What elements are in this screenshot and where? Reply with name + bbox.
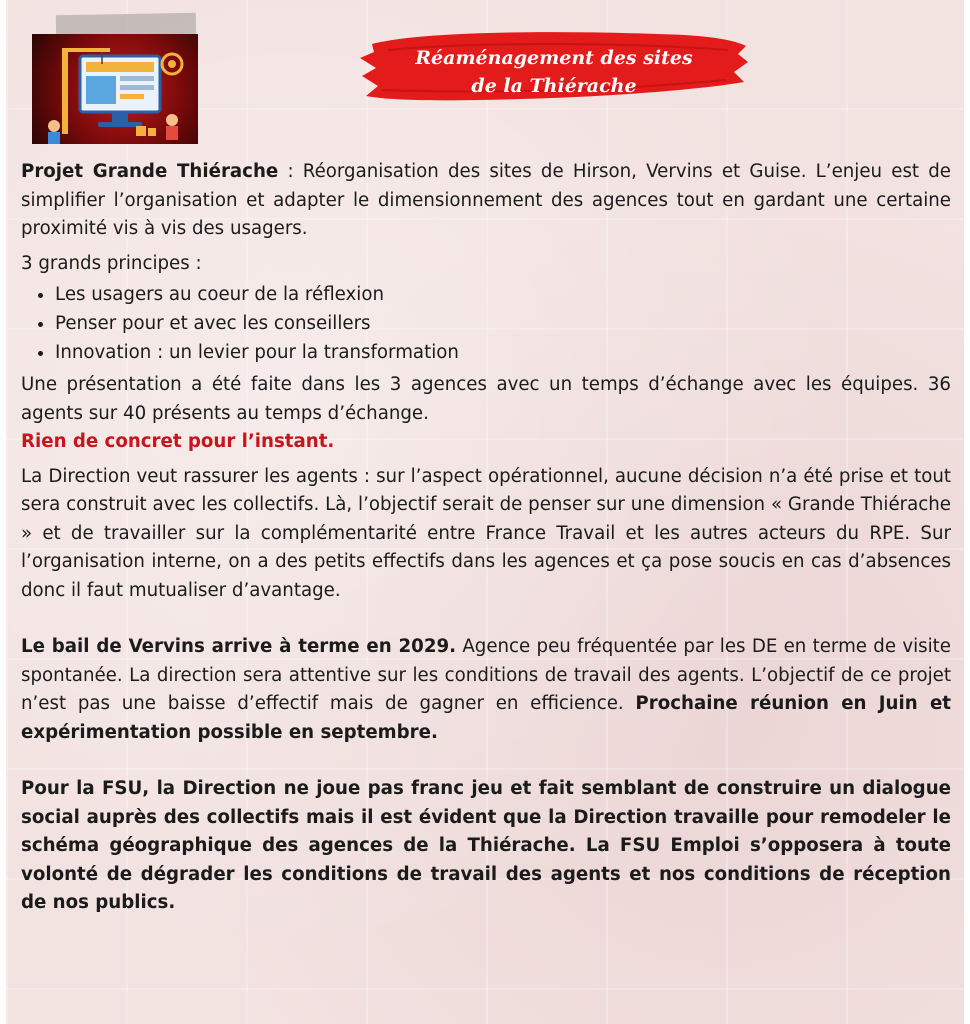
project-title: Projet Grande Thiérache: [21, 161, 279, 182]
intro-paragraph: [21, 158, 951, 244]
title-banner: [358, 24, 750, 108]
principle-item: • Innovation : un levier pour la transformation: [55, 338, 951, 367]
illustration-graphic: [32, 34, 198, 144]
spacer: [21, 605, 951, 633]
intro-text: : Réorganisation des sites de Hirson, Vervins et Guise. L’enjeu est de simplifier l’organisation et adapter le dimensionnement des agences tout en gardant une certaine proximité vis à vis des usagers.: [21, 161, 951, 239]
fsu-position-paragraph: Pour la FSU, la Direction ne joue pas franc jeu et fait semblant de construire un dialogue social auprès des collectifs mais il est évident que la Direction travaille pour remodeler le schéma géographique des agences de la Thiérache. La FSU Emploi s’opposera à toute volonté de dégrader les conditions de travail des agents et nos conditions de réception de nos publics.: [21, 778, 951, 913]
vervins-next-meeting: Prochaine réunion en Juin et expérimentation possible en septembre.: [21, 693, 951, 743]
vervins-paragraph: [21, 633, 951, 747]
principles-list: [21, 280, 951, 367]
vervins-lead: Le bail de Vervins arrive à terme en 2029.: [21, 636, 457, 657]
banner-line-2: de la Thiérache: [471, 75, 637, 97]
article-body: [21, 158, 951, 918]
principle-item: • Penser pour et avec les conseillers: [55, 309, 951, 338]
principle-item: • Les usagers au coeur de la réflexion: [55, 280, 951, 309]
direction-paragraph: La Direction veut rassurer les agents : sur l’aspect opérationnel, aucune décision n’a été prise et tout sera construit avec les collectifs. Là, l’objectif serait de penser sur une dimension « Grande Thiérache » et de travailler sur la complémentarité entre France Travail et les autres acteurs du RPE. Sur l’organisation interne, on a des petits effectifs dans les agences et ça pose soucis en cas d’absences donc il faut mutualiser d’avantage.: [21, 465, 951, 601]
vervins-text: Agence peu fréquentée par les DE en terme de visite spontanée. La direction sera attentive sur les conditions de travail des agents. L’objectif de ce projet n’est pas une baisse d’effectif mais de gagner en efficience.: [21, 636, 951, 714]
spacer: [21, 747, 951, 775]
banner-line-1: Réaménagement des sites: [415, 47, 693, 69]
alert-line: Rien de concret pour l’instant.: [21, 431, 335, 452]
website-construction-illustration: [32, 34, 198, 144]
presentation-paragraph: Une présentation a été faite dans les 3 agences avec un temps d’échange avec les équipes. 36 agents sur 40 présents au temps d’échange.: [21, 374, 951, 424]
principles-heading: 3 grands principes :: [21, 252, 202, 274]
banner-title: [358, 44, 750, 100]
